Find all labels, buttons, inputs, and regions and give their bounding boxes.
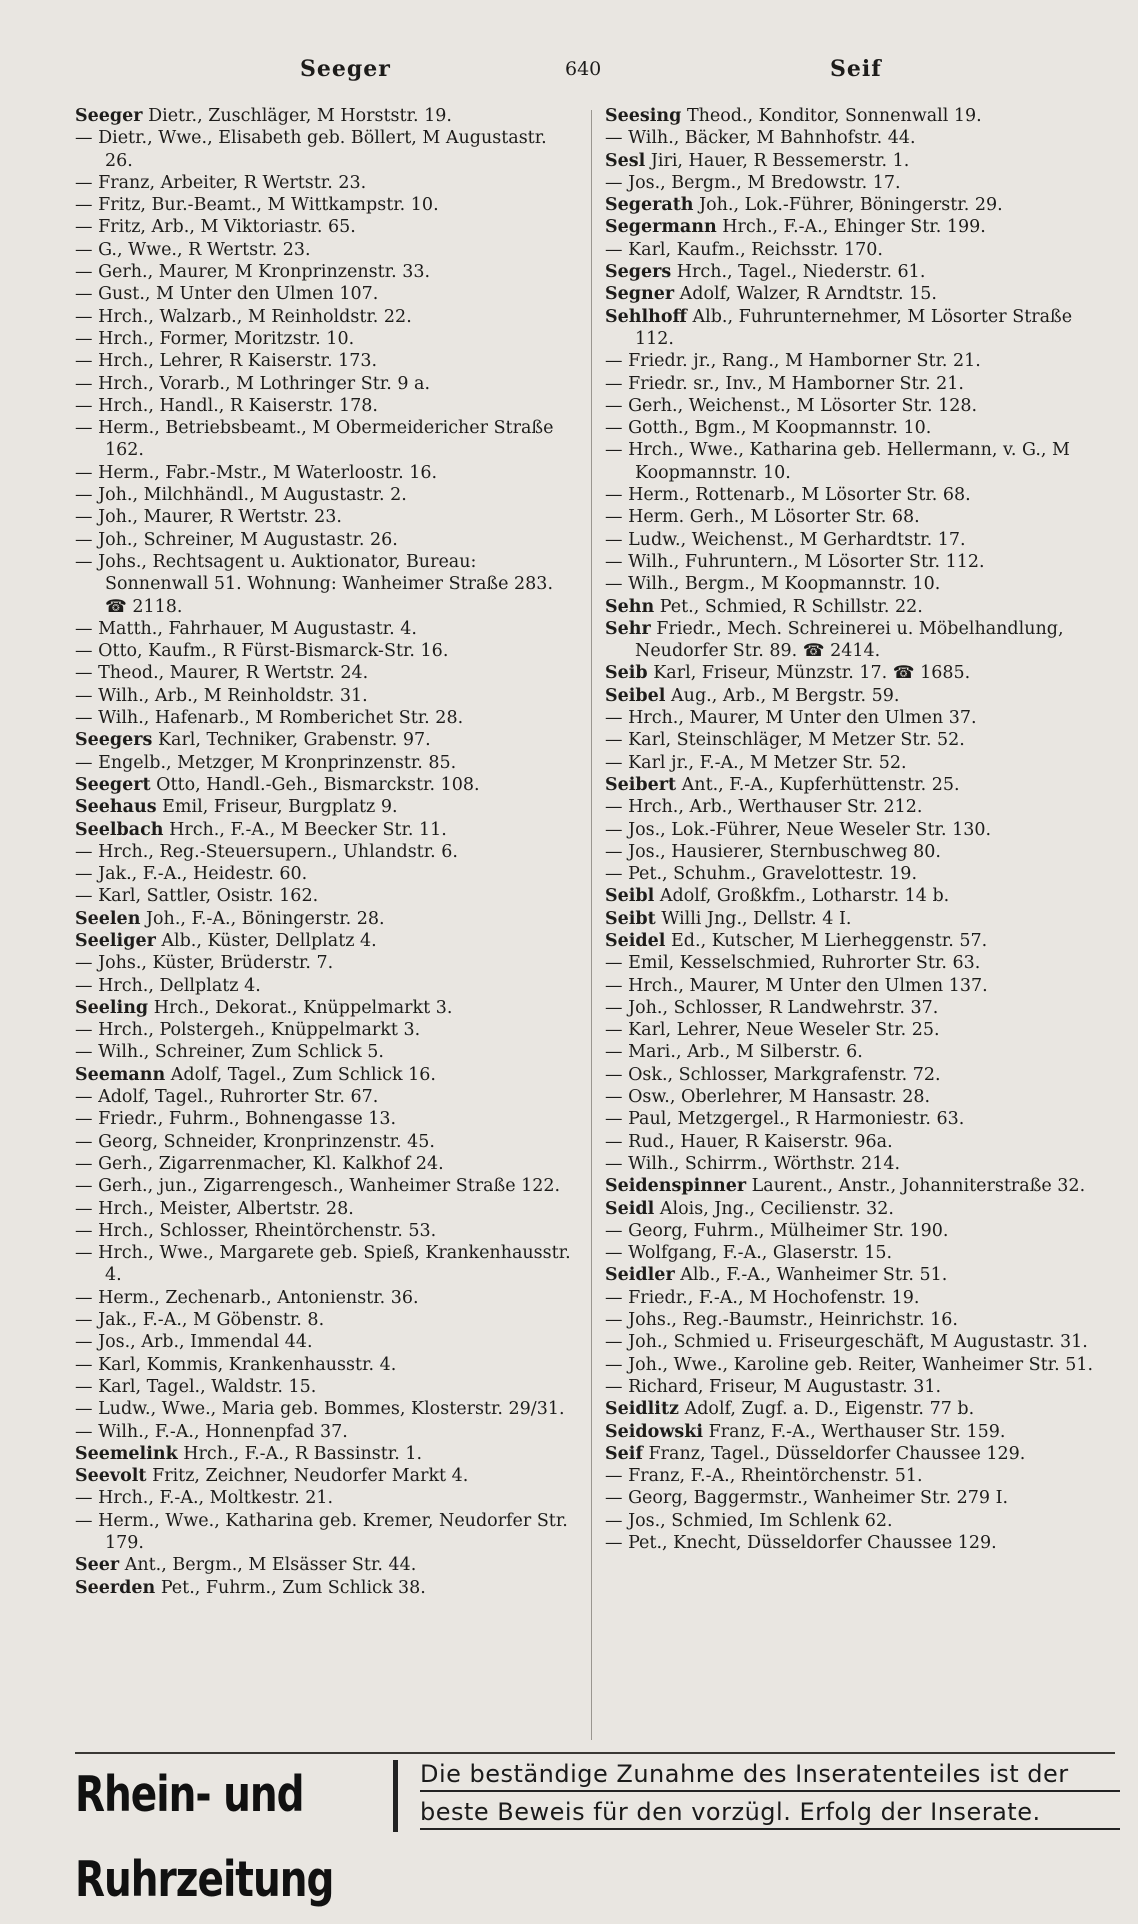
entry-details: Joh., F.-A., Böningerstr. 28. [146, 908, 385, 929]
entry-details: — Herm., Wwe., Katharina geb. Kremer, Neudorfer Str. 179. [75, 1510, 568, 1553]
directory-entry [605, 707, 1115, 729]
page-number: 640 [565, 58, 602, 80]
entry-details: — Georg, Baggermstr., Wanheimer Str. 279 I. [605, 1488, 1009, 1509]
header-left-keyword: Seeger [300, 56, 391, 82]
directory-entry [75, 1287, 580, 1309]
entry-details: — Friedr. jr., Rang., M Hamborner Str. 21. [605, 351, 981, 372]
entry-details: — Jos., Lok.-Führer, Neue Weseler Str. 130. [605, 819, 992, 840]
directory-entry [605, 930, 1115, 952]
directory-entry [605, 1421, 1115, 1443]
entry-surname: Seer [75, 1555, 120, 1576]
directory-entry [75, 506, 580, 528]
directory-entry [605, 1510, 1115, 1532]
entry-surname: Sehn [605, 596, 655, 617]
entry-surname: Seeling [75, 997, 149, 1018]
directory-entry [75, 1487, 580, 1509]
entry-surname: Seidenspinner [605, 1176, 747, 1197]
directory-entry [75, 841, 580, 863]
directory-entry [605, 172, 1115, 194]
directory-entry [605, 1086, 1115, 1108]
entry-details: — Mari., Arb., M Silberstr. 6. [605, 1042, 863, 1063]
entry-details: — Gerh., jun., Zigarrengesch., Wanheimer Straße 122. [75, 1176, 561, 1197]
directory-entry [75, 529, 580, 551]
entry-details: Jiri, Hauer, R Bessemerstr. 1. [650, 150, 910, 171]
entry-surname: Seesing [605, 106, 682, 126]
directory-entry [605, 239, 1115, 261]
entry-surname: Seeliger [75, 930, 156, 951]
directory-entry [75, 729, 580, 751]
entry-details: Hrch., F.-A., R Bassinstr. 1. [183, 1443, 423, 1464]
directory-entry [75, 975, 580, 997]
directory-entry [605, 1131, 1115, 1153]
directory-entry [605, 774, 1115, 796]
directory-entry [605, 1108, 1115, 1130]
directory-entry [75, 1376, 580, 1398]
entry-surname: Seib [605, 663, 648, 684]
entry-details: — Johs., Küster, Brüderstr. 7. [75, 953, 334, 974]
directory-entry [75, 172, 580, 194]
entry-surname: Segermann [605, 217, 717, 238]
entry-surname: Segner [605, 284, 675, 305]
entry-details: — Jos., Hausierer, Sternbuschweg 80. [605, 841, 941, 862]
ad-text-line-2: beste Beweis für den vorzügl. Erfolg der Inserate. [420, 1798, 1120, 1830]
directory-entry [605, 908, 1115, 930]
entry-details: — Georg, Fuhrm., Mülheimer Str. 190. [605, 1220, 949, 1241]
directory-entry [605, 1153, 1115, 1175]
entry-details: — Joh., Schmied u. Friseurgeschäft, M Augustastr. 31. [605, 1332, 1088, 1353]
entry-details: — Rud., Hauer, R Kaiserstr. 96a. [605, 1131, 893, 1152]
directory-entry [75, 551, 580, 618]
directory-entry [605, 997, 1115, 1019]
entry-details: — Hrch., Maurer, M Unter den Ulmen 137. [605, 975, 988, 996]
entry-details: — Hrch., Wwe., Margarete geb. Spieß, Krankenhausstr. 4. [75, 1243, 571, 1286]
directory-entry [605, 885, 1115, 907]
directory-entry [605, 484, 1115, 506]
ad-text-line-1: Die beständige Zunahme des Inseratenteiles ist der [420, 1760, 1120, 1792]
directory-entry [605, 618, 1115, 663]
entry-surname: Seidler [605, 1265, 675, 1286]
entry-surname: Seibl [605, 886, 655, 907]
entry-surname: Seemann [75, 1064, 166, 1085]
directory-entry [75, 306, 580, 328]
entry-details: Hrch., Dekorat., Knüppelmarkt 3. [153, 997, 453, 1018]
entry-details: — Wolfgang, F.-A., Glaserstr. 15. [605, 1243, 893, 1264]
entry-surname: Seibt [605, 908, 656, 929]
entry-details: — Herm., Fabr.-Mstr., M Waterloostr. 16. [75, 462, 438, 483]
directory-entry [605, 1287, 1115, 1309]
advertisement-banner [75, 1752, 1115, 1909]
entry-details: Pet., Fuhrm., Zum Schlick 38. [160, 1577, 426, 1598]
directory-entry [75, 863, 580, 885]
directory-entry [75, 796, 580, 818]
entry-details: — Fritz, Arb., M Viktoriastr. 65. [75, 217, 356, 238]
entry-details: — Jak., F.-A., M Göbenstr. 8. [75, 1310, 325, 1331]
entry-details: — Wilh., Schreiner, Zum Schlick 5. [75, 1042, 384, 1063]
right-column [605, 105, 1115, 1745]
entry-details: — Friedr. sr., Inv., M Hamborner Str. 21. [605, 373, 964, 394]
directory-entry [75, 685, 580, 707]
directory-entry [605, 1376, 1115, 1398]
directory-entry [75, 1309, 580, 1331]
entry-details: — Wilh., Arb., M Reinholdstr. 31. [75, 685, 368, 706]
directory-entry [605, 350, 1115, 372]
directory-entry [75, 1510, 580, 1555]
entry-details: — G., Wwe., R Wertstr. 23. [75, 239, 311, 260]
directory-entry [605, 596, 1115, 618]
entry-details: Franz, F.-A., Werthauser Str. 159. [708, 1421, 1006, 1442]
entry-details: Ant., Bergm., M Elsässer Str. 44. [124, 1555, 417, 1576]
entry-details: Karl, Friseur, Münzstr. 17. ☎ 1685. [653, 663, 971, 684]
entry-details: Emil, Friseur, Burgplatz 9. [162, 797, 398, 818]
directory-entry [605, 373, 1115, 395]
entry-details: — Hrch., Handl., R Kaiserstr. 178. [75, 395, 378, 416]
directory-entry [75, 1086, 580, 1108]
directory-entry [75, 1041, 580, 1063]
entry-surname: Sesl [605, 150, 646, 171]
directory-entry [605, 1064, 1115, 1086]
directory-entry [75, 707, 580, 729]
entry-surname: Seerden [75, 1577, 156, 1598]
directory-entry [75, 283, 580, 305]
directory-entry [75, 127, 580, 172]
entry-details: — Friedr., Fuhrm., Bohnengasse 13. [75, 1109, 397, 1130]
entry-details: Adolf, Walzer, R Arndtstr. 15. [679, 284, 937, 305]
directory-entry [75, 373, 580, 395]
entry-details: — Theod., Maurer, R Wertstr. 24. [75, 663, 369, 684]
directory-entry [75, 1331, 580, 1353]
entry-details: Ed., Kutscher, M Lierheggenstr. 57. [671, 930, 988, 951]
directory-entry [605, 551, 1115, 573]
directory-entry [605, 506, 1115, 528]
entry-details: — Hrch., Meister, Albertstr. 28. [75, 1198, 354, 1219]
entry-details: Fritz, Zeichner, Neudorfer Markt 4. [152, 1466, 469, 1487]
entry-surname: Seehaus [75, 797, 157, 818]
entry-details: Hrch., F.-A., Ehinger Str. 199. [722, 217, 986, 238]
directory-entry [605, 729, 1115, 751]
directory-entry [75, 462, 580, 484]
directory-entry [75, 662, 580, 684]
directory-entry [75, 952, 580, 974]
entry-details: — Hrch., Lehrer, R Kaiserstr. 173. [75, 351, 378, 372]
entry-details: — Hrch., Dellplatz 4. [75, 975, 261, 996]
entry-details: — Karl, Steinschläger, M Metzer Str. 52. [605, 730, 965, 751]
directory-entry [75, 1421, 580, 1443]
directory-entry [75, 1398, 580, 1420]
entry-details: — Gerh., Zigarrenmacher, Kl. Kalkhof 24. [75, 1153, 444, 1174]
entry-details: — Hrch., Reg.-Steuersupern., Uhlandstr. 6. [75, 841, 458, 862]
entry-details: — Joh., Schlosser, R Landwehrstr. 37. [605, 997, 939, 1018]
entry-details: — Karl, Kaufm., Reichsstr. 170. [605, 239, 883, 260]
directory-entry [605, 841, 1115, 863]
directory-entry [605, 194, 1115, 216]
page-header [0, 52, 1138, 92]
entry-details: — Jak., F.-A., Heidestr. 60. [75, 864, 308, 885]
directory-entry [75, 1108, 580, 1130]
entry-details: Dietr., Zuschläger, M Horststr. 19. [148, 106, 452, 126]
entry-details: — Hrch., Vorarb., M Lothringer Str. 9 a. [75, 373, 431, 394]
ad-brand-name: Rhein- und Ruhrzeitung [75, 1767, 334, 1909]
entry-surname: Seevolt [75, 1466, 147, 1487]
entry-details: Adolf, Großkfm., Lotharstr. 14 b. [659, 886, 950, 907]
directory-entry [75, 908, 580, 930]
directory-entry [605, 439, 1115, 484]
entry-details: — Herm., Rottenarb., M Lösorter Str. 68. [605, 485, 971, 506]
entry-details: Laurent., Anstr., Johanniterstraße 32. [751, 1176, 1086, 1197]
directory-entry [75, 1153, 580, 1175]
entry-details: — Wilh., F.-A., Honnenpfad 37. [75, 1421, 348, 1442]
entry-details: Adolf, Zugf. a. D., Eigenstr. 77 b. [684, 1399, 975, 1420]
entry-surname: Sehlhoff [605, 306, 687, 327]
directory-entry [605, 573, 1115, 595]
directory-entry [605, 150, 1115, 172]
directory-entry [75, 1131, 580, 1153]
entry-details: — Johs., Reg.-Baumstr., Heinrichstr. 16. [605, 1310, 958, 1331]
entry-details: — Dietr., Wwe., Elisabeth geb. Böllert, M Augustastr. 26. [75, 128, 547, 171]
entry-details: — Wilh., Bäcker, M Bahnhofstr. 44. [605, 128, 916, 149]
entry-details: Hrch., F.-A., M Beecker Str. 11. [169, 819, 447, 840]
directory-entry [605, 417, 1115, 439]
entry-details: Otto, Handl.-Geh., Bismarckstr. 108. [156, 774, 480, 795]
directory-entry [605, 1465, 1115, 1487]
entry-details: — Karl, Lehrer, Neue Weseler Str. 25. [605, 1020, 940, 1041]
entry-surname: Sehr [605, 618, 651, 639]
entry-details: Alois, Jng., Cecilienstr. 32. [659, 1198, 894, 1219]
entry-details: — Jos., Bergm., M Bredowstr. 17. [605, 172, 901, 193]
directory-entry [75, 1443, 580, 1465]
directory-entry [605, 261, 1115, 283]
entry-surname: Seegers [75, 730, 153, 751]
directory-entry [605, 1242, 1115, 1264]
directory-entry [605, 863, 1115, 885]
entry-surname: Segers [605, 262, 672, 283]
entry-surname: Seemelink [75, 1443, 178, 1464]
directory-entry [75, 640, 580, 662]
directory-entry [75, 1242, 580, 1287]
entry-details: — Hrch., Maurer, M Unter den Ulmen 37. [605, 708, 977, 729]
entry-details: Aug., Arb., M Bergstr. 59. [671, 685, 900, 706]
entry-details: — Herm., Zechenarb., Antonienstr. 36. [75, 1287, 419, 1308]
directory-entry [605, 529, 1115, 551]
entry-details: — Hrch., Former, Moritzstr. 10. [75, 328, 355, 349]
entry-details: — Jos., Arb., Immendal 44. [75, 1332, 313, 1353]
entry-details: — Hrch., Walzarb., M Reinholdstr. 22. [75, 306, 412, 327]
directory-entry [605, 1532, 1115, 1554]
entry-details: — Jos., Schmied, Im Schlenk 62. [605, 1510, 893, 1531]
directory-entry [75, 930, 580, 952]
entry-details: — Herm., Betriebsbeamt., M Obermeidericher Straße 162. [75, 418, 554, 461]
entry-details: — Matth., Fahrhauer, M Augustastr. 4. [75, 618, 417, 639]
entry-details: Willi Jng., Dellstr. 4 I. [661, 908, 852, 929]
directory-entry [605, 1309, 1115, 1331]
directory-entry [605, 796, 1115, 818]
entry-details: — Richard, Friseur, M Augustastr. 31. [605, 1376, 942, 1397]
directory-entry [75, 1354, 580, 1376]
directory-entry [605, 1443, 1115, 1465]
directory-entry [605, 752, 1115, 774]
directory-entry [605, 685, 1115, 707]
directory-entry [605, 1019, 1115, 1041]
directory-entry [605, 306, 1115, 351]
entry-surname: Seibert [605, 774, 677, 795]
directory-entry [75, 1019, 580, 1041]
directory-entry [75, 239, 580, 261]
directory-entry [605, 1198, 1115, 1220]
entry-details: Joh., Lok.-Führer, Böningerstr. 29. [699, 195, 1003, 216]
directory-entry [75, 105, 580, 127]
directory-entry [605, 1175, 1115, 1197]
entry-surname: Segerath [605, 195, 694, 216]
left-column [75, 105, 580, 1745]
directory-entry [75, 885, 580, 907]
directory-entry [605, 216, 1115, 238]
directory-entry [605, 662, 1115, 684]
entry-details: Hrch., Tagel., Niederstr. 61. [676, 262, 926, 283]
directory-entry [605, 819, 1115, 841]
directory-entry [75, 752, 580, 774]
entry-details: Alb., F.-A., Wanheimer Str. 51. [680, 1265, 948, 1286]
entry-details: Friedr., Mech. Schreinerei u. Möbelhandlung, Neudorfer Str. 89. ☎ 2414. [635, 618, 1064, 662]
directory-entry [605, 952, 1115, 974]
entry-details: — Karl, Kommis, Krankenhausstr. 4. [75, 1354, 397, 1375]
entry-details: — Franz, F.-A., Rheintörchenstr. 51. [605, 1466, 923, 1487]
directory-entry [75, 1220, 580, 1242]
ad-divider-bar [393, 1760, 398, 1832]
entry-surname: Seelbach [75, 819, 164, 840]
entry-details: — Wilh., Hafenarb., M Romberichet Str. 28. [75, 708, 464, 729]
entry-details: — Gerh., Weichenst., M Lösorter Str. 128. [605, 395, 978, 416]
entry-surname: Seidl [605, 1198, 655, 1219]
entry-details: — Otto, Kaufm., R Fürst-Bismarck-Str. 16. [75, 641, 449, 662]
directory-entry [605, 1220, 1115, 1242]
entry-details: — Adolf, Tagel., Ruhrorter Str. 67. [75, 1087, 379, 1108]
entry-surname: Seelen [75, 908, 141, 929]
directory-entry [605, 1264, 1115, 1286]
directory-entry [75, 1554, 580, 1576]
directory-entry [75, 350, 580, 372]
entry-details: — Paul, Metzgergel., R Harmoniestr. 63. [605, 1109, 965, 1130]
entry-details: — Georg, Schneider, Kronprinzenstr. 45. [75, 1131, 435, 1152]
directory-entry [75, 328, 580, 350]
entry-details: — Emil, Kesselschmied, Ruhrorter Str. 63. [605, 953, 981, 974]
entry-details: — Hrch., Arb., Werthauser Str. 212. [605, 797, 923, 818]
entry-details: — Ludw., Weichenst., M Gerhardtstr. 17. [605, 529, 966, 550]
entry-details: — Gerh., Maurer, M Kronprinzenstr. 33. [75, 262, 431, 283]
entry-details: — Hrch., Wwe., Katharina geb. Hellermann, v. G., M Koopmannstr. 10. [605, 440, 1070, 483]
entry-surname: Seeger [75, 106, 143, 126]
directory-entry [75, 1577, 580, 1599]
directory-entry [75, 484, 580, 506]
entry-details: — Osk., Schlosser, Markgrafenstr. 72. [605, 1064, 941, 1085]
entry-details: Alb., Fuhrunternehmer, M Lösorter Straße 112. [635, 306, 1073, 349]
entry-surname: Seidel [605, 930, 666, 951]
directory-entry [75, 1465, 580, 1487]
entry-details: — Karl, Sattler, Osistr. 162. [75, 886, 319, 907]
entry-surname: Seidlitz [605, 1399, 679, 1420]
entry-details: — Wilh., Bergm., M Koopmannstr. 10. [605, 574, 941, 595]
directory-entry [605, 975, 1115, 997]
entry-details: — Ludw., Wwe., Maria geb. Bommes, Klosterstr. 29/31. [75, 1399, 565, 1420]
directory-entry [75, 194, 580, 216]
entry-details: — Joh., Schreiner, M Augustastr. 26. [75, 529, 398, 550]
entry-details: — Hrch., Schlosser, Rheintörchenstr. 53. [75, 1220, 437, 1241]
entry-details: — Joh., Milchhändl., M Augustastr. 2. [75, 485, 407, 506]
directory-entry [75, 819, 580, 841]
entry-details: — Joh., Maurer, R Wertstr. 23. [75, 507, 342, 528]
entry-details: — Hrch., F.-A., Moltkestr. 21. [75, 1488, 334, 1509]
entry-details: — Fritz, Bur.-Beamt., M Wittkampstr. 10. [75, 195, 439, 216]
entry-details: — Friedr., F.-A., M Hochofenstr. 19. [605, 1287, 920, 1308]
entry-details: Alb., Küster, Dellplatz 4. [161, 930, 377, 951]
entry-details: — Johs., Rechtsagent u. Auktionator, Bureau: Sonnenwall 51. Wohnung: Wanheimer Straße 283. ☎ 2118. [75, 551, 554, 617]
directory-entry [605, 283, 1115, 305]
entry-details: — Wilh., Fuhruntern., M Lösorter Str. 112. [605, 551, 985, 572]
entry-details: Theod., Konditor, Sonnenwall 19. [686, 106, 982, 126]
entry-details: — Pet., Schuhm., Gravelottestr. 19. [605, 864, 918, 885]
entry-details: — Gust., M Unter den Ulmen 107. [75, 284, 379, 305]
directory-entry [75, 261, 580, 283]
directory-entry [605, 1354, 1115, 1376]
directory-entry [605, 127, 1115, 149]
directory-entry [75, 1064, 580, 1086]
entry-details: — Herm. Gerh., M Lösorter Str. 68. [605, 507, 920, 528]
entry-details: Ant., F.-A., Kupferhüttenstr. 25. [681, 774, 960, 795]
entry-details: — Wilh., Schirrm., Wörthstr. 214. [605, 1153, 901, 1174]
directory-entry [75, 1175, 580, 1197]
entry-details: — Gotth., Bgm., M Koopmannstr. 10. [605, 418, 932, 439]
entry-details: Pet., Schmied, R Schillstr. 22. [659, 596, 923, 617]
entry-details: — Karl, Tagel., Waldstr. 15. [75, 1376, 317, 1397]
directory-entry [75, 997, 580, 1019]
directory-entry [75, 1198, 580, 1220]
entry-details: — Engelb., Metzger, M Kronprinzenstr. 85. [75, 752, 457, 773]
entry-details: Franz, Tagel., Düsseldorfer Chaussee 129. [648, 1443, 1026, 1464]
entry-details: — Joh., Wwe., Karoline geb. Reiter, Wanheimer Str. 51. [605, 1354, 1094, 1375]
directory-entry [605, 1398, 1115, 1420]
directory-entry [605, 1331, 1115, 1353]
entry-details: — Franz, Arbeiter, R Wertstr. 23. [75, 172, 367, 193]
entry-details: Karl, Techniker, Grabenstr. 97. [157, 730, 431, 751]
directory-entry [605, 1487, 1115, 1509]
directory-entry [605, 395, 1115, 417]
entry-details: — Pet., Knecht, Düsseldorfer Chaussee 129. [605, 1533, 997, 1553]
entry-surname: Seibel [605, 685, 666, 706]
directory-entry [75, 216, 580, 238]
entry-details: Adolf, Tagel., Zum Schlick 16. [170, 1064, 436, 1085]
directory-entry [75, 774, 580, 796]
column-divider [591, 110, 592, 1740]
directory-entry [605, 1041, 1115, 1063]
header-right-keyword: Seif [830, 56, 882, 82]
directory-entry [75, 618, 580, 640]
entry-details: — Karl jr., F.-A., M Metzer Str. 52. [605, 752, 907, 773]
entry-details: — Hrch., Polstergeh., Knüppelmarkt 3. [75, 1020, 421, 1041]
entry-surname: Seegert [75, 774, 151, 795]
directory-entry [75, 417, 580, 462]
entry-surname: Seidowski [605, 1421, 704, 1442]
directory-entry [75, 395, 580, 417]
directory-entry [605, 105, 1115, 127]
entry-surname: Seif [605, 1443, 643, 1464]
entry-details: — Osw., Oberlehrer, M Hansastr. 28. [605, 1087, 931, 1108]
